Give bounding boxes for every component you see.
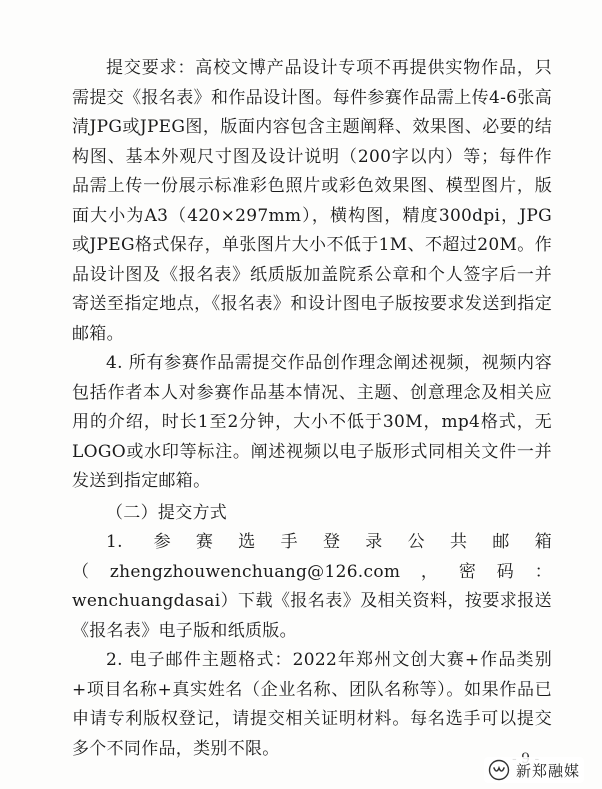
page-footer bbox=[0, 749, 602, 789]
wechat-channel-icon bbox=[488, 759, 510, 781]
watermark-text: 新郑融媒 bbox=[515, 761, 580, 780]
paragraph-item-4: 4. 所有参赛作品需提交作品创作理念阐述视频，视频内容包括作者本人对参赛作品基本情况、主题、创意理念及相关应用的介绍，时长1至2分钟，大小不低于30M，mp4格式，无LOGO或水印等标注。阐述视频以电子版形式同相关文件一并发送到指定邮箱。 bbox=[72, 353, 552, 491]
source-watermark bbox=[484, 757, 584, 783]
document-body bbox=[72, 54, 552, 764]
paragraph-method-1: 1. 参赛选手登录公共邮箱（zhengzhouwenchuang@126.com，密码：wenchuangdasai）下载《报名表》及相关资料，按要求报送《报名表》电子版和纸质版。 bbox=[72, 532, 552, 641]
paragraph-submit-requirements: 提交要求：高校文博产品设计专项不再提供实物作品，只需提交《报名表》和作品设计图。每件参赛作品需上传4-6张高清JPG或JPEG图，版面内容包含主题阐释、效果图、必要的结构图、基本外观尺寸图及设计说明（200字以内）等；每件作品需上传一份展示标准彩色照片或彩色效果图、模型图片，版面大小为A3（420×297mm），横构图，精度300dpi，JPG或JPEG格式保存，单张图片大小不低于1M、不超过20M。作品设计图及《报名表》纸质版加盖院系公章和个人签字后一并寄送至指定地点，《报名表》和设计图电子版按要求发送到指定邮箱。 bbox=[72, 58, 552, 344]
section-heading-submission-method: （二）提交方式 bbox=[106, 502, 228, 523]
paragraph-method-2: 2. 电子邮件主题格式：2022年郑州文创大赛+作品类别+项目名称+真实姓名（企业名称、团队名称等）。如果作品已申请专利版权登记，请提交相关证明材料。每名选手可以提交多个不同作品，类别不限。 bbox=[72, 650, 552, 759]
